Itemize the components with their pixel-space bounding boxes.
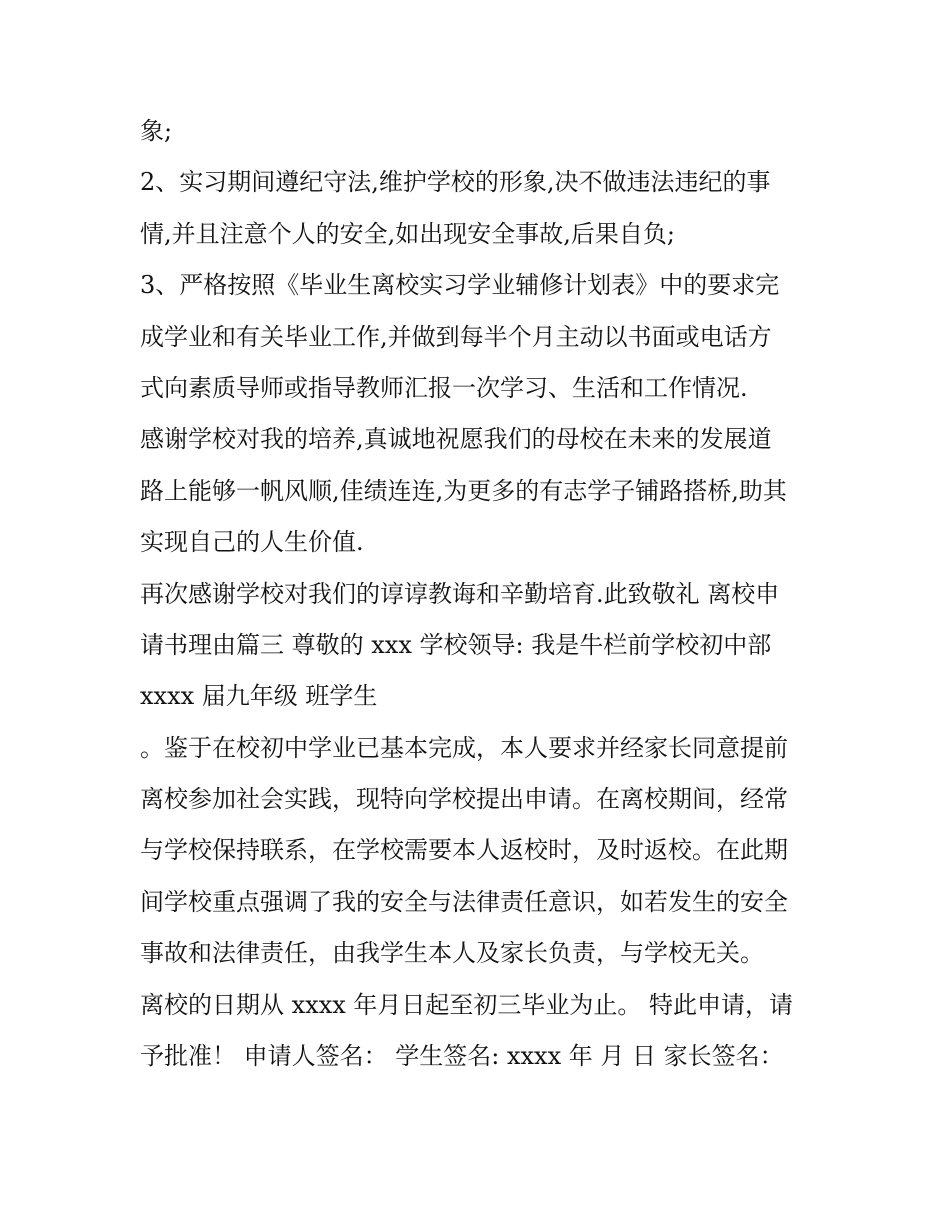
text-line: 请书理由篇三 尊敬的 xxx 学校领导: 我是牛栏前学校初中部 bbox=[140, 630, 772, 659]
text-line: 再次感谢学校对我们的谆谆教诲和辛勤培育.此致敬礼 离校申 bbox=[140, 579, 780, 608]
text-line: 感谢学校对我的培养,真诚地祝愿我们的母校在未来的发展道 bbox=[140, 425, 772, 454]
text-line: 与学校保持联系，在学校需要本人返校时，及时返校。在此期 bbox=[140, 836, 788, 865]
text-line: 间学校重点强调了我的安全与法律责任意识，如若发生的安全 bbox=[140, 887, 788, 916]
text-line: 事故和法律责任，由我学生本人及家长负责，与学校无关。 bbox=[140, 939, 764, 968]
text-line: 象; bbox=[140, 117, 173, 145]
text-line: 。鉴于在校初中学业已基本完成，本人要求并经家长同意提前 bbox=[140, 733, 788, 762]
text-line: 3、严格按照《毕业生离校实习学业辅修计划表》中的要求完 bbox=[140, 271, 780, 300]
text-line: 实现自己的人生价值. bbox=[140, 528, 364, 557]
text-line: 成学业和有关毕业工作,并做到每半个月主动以书面或电话方 bbox=[140, 322, 772, 351]
text-line: 予批准！ 申请人签名： 学生签名: xxxx 年 月 日 家长签名： bbox=[140, 1042, 784, 1071]
document-body bbox=[140, 106, 830, 1082]
text-line: 情,并且注意个人的安全,如出现安全事故,后果自负; bbox=[140, 219, 675, 248]
text-line: xxxx 届九年级 班学生 bbox=[140, 682, 378, 711]
text-line: 式向素质导师或指导教师汇报一次学习、生活和工作情况. bbox=[140, 373, 748, 402]
text-line: 离校参加社会实践，现特向学校提出申请。在离校期间，经常 bbox=[140, 785, 788, 814]
text-line: 离校的日期从 xxxx 年月日起至初三毕业为止。 特此申请，请 bbox=[140, 990, 794, 1019]
text-line: 路上能够一帆风顺,佳绩连连,为更多的有志学子铺路搭桥,助其 bbox=[140, 476, 787, 505]
text-line: 2、实习期间遵纪守法,维护学校的形象,决不做违法违纪的事 bbox=[140, 168, 771, 197]
